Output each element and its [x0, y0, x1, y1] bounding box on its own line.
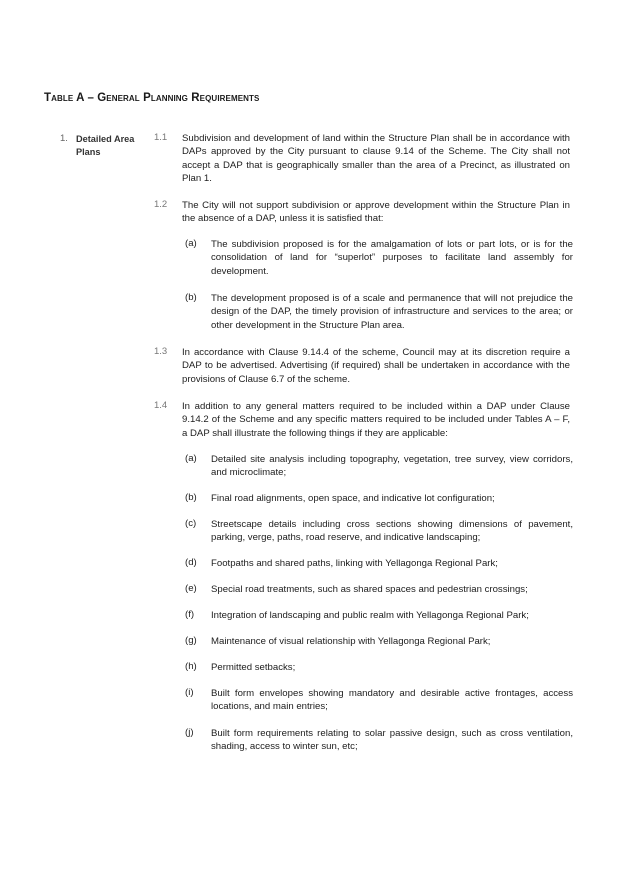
section-number: 1. [60, 133, 68, 144]
item-text: Integration of landscaping and public realm with Yellagonga Regional Park; [211, 610, 529, 621]
clause-text: In accordance with Clause 9.14.4 of the scheme, Council may at its discretion require a DAP to be advertised. Advertising (if required) shall be undertaken in accordance with the provisions of Clause 6.7 of the scheme. [182, 347, 570, 385]
item-text: Detailed site analysis including topography, vegetation, tree survey, view corridors, and microclimate; [211, 454, 573, 479]
item-label: (b) [185, 492, 197, 503]
item-label: (i) [185, 687, 194, 698]
item-label: (j) [185, 727, 194, 738]
item-label: (c) [185, 518, 197, 529]
clause-text: Subdivision and development of land within the Structure Plan shall be in accordance with DAPs approved by the City pursuant to clause 9.14 of the Scheme. The City shall not accept a DAP that is geographically smaller than the area of a Precinct, as illustrated on Plan 1. [182, 133, 570, 185]
table-title: Table A – General Planning Requirements [44, 92, 260, 104]
item-text: The subdivision proposed is for the amalgamation of lots or part lots, or is for the consolidation of land for “superlot” purposes to facilitate land assembly for development. [211, 239, 573, 277]
clause-number: 1.1 [154, 132, 168, 143]
item-text: Special road treatments, such as shared spaces and pedestrian crossings; [211, 584, 528, 595]
item-label: (g) [185, 635, 197, 646]
clause-text: The City will not support subdivision or approve development within the Structure Plan in the absence of a DAP, unless it is satisfied that: [182, 200, 570, 225]
item-label: (d) [185, 557, 197, 568]
clause-number: 1.2 [154, 199, 168, 210]
clause-text: In addition to any general matters required to be included within a DAP under Clause 9.14.2 of the Scheme and any specific matters required to be included under Tables A – F, a DAP shall illustrate the following things if they are applicable: [182, 401, 570, 439]
section-title: Detailed Area Plans [76, 134, 135, 157]
item-text: Footpaths and shared paths, linking with Yellagonga Regional Park; [211, 558, 498, 569]
item-text: Permitted setbacks; [211, 662, 296, 673]
item-label: (a) [185, 238, 197, 249]
item-text: Streetscape details including cross sections showing dimensions of pavement, parking, verge, paths, road reserve, and indicative landscaping; [211, 519, 573, 544]
item-label: (b) [185, 292, 197, 303]
item-label: (f) [185, 609, 195, 620]
item-label: (e) [185, 583, 197, 594]
item-text: The development proposed is of a scale and permanence that will not prejudice the design of the DAP, the timely provision of infrastructure and services to the area; or other development in the Structure Plan area. [211, 293, 573, 331]
item-label: (h) [185, 661, 197, 672]
item-text: Built form requirements relating to solar passive design, such as cross ventilation, shading, access to winter sun, etc; [211, 728, 573, 753]
item-text: Built form envelopes showing mandatory and desirable active frontages, access locations, and main entries; [211, 688, 573, 713]
clause-number: 1.3 [154, 346, 168, 357]
clause-number: 1.4 [154, 400, 168, 411]
item-text: Final road alignments, open space, and indicative lot configuration; [211, 493, 495, 504]
item-label: (a) [185, 453, 197, 464]
item-text: Maintenance of visual relationship with Yellagonga Regional Park; [211, 636, 491, 647]
